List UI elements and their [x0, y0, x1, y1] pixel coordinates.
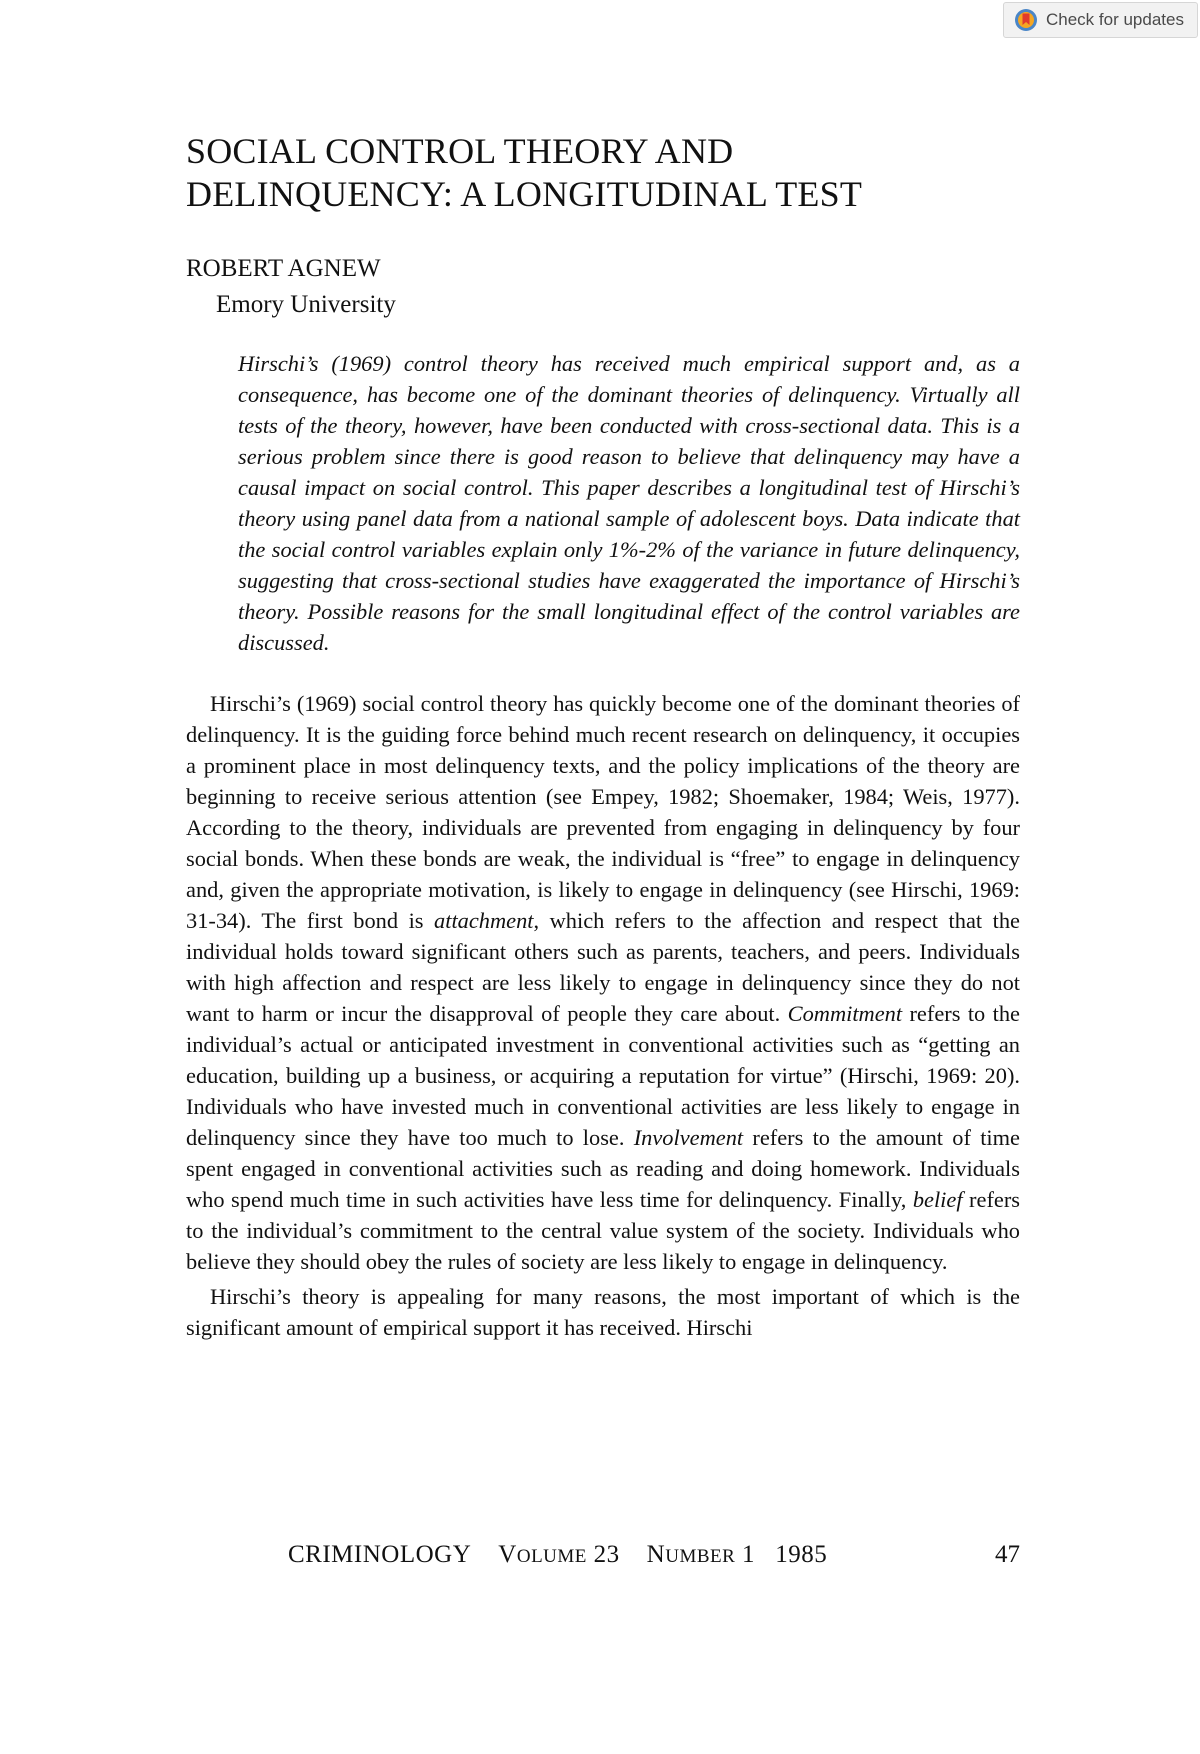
- term-involvement: Involvement: [633, 1125, 744, 1150]
- body-p1-text-a: Hirschi’s (1969) social control theory has quickly become one of the dominant theories of delinquency. It is the guiding force behind much recent research on delinquency, it occupies a prominent place in most delinquency texts, and the policy implications of the theory are beginning to receive serious attention (see Empey, 1982; Shoemaker, 1984; Weis, 1977). According to the theory, individuals are prevented from engaging in delinquency by four social bonds. When these bonds are weak, the individual is “free” to engage in delinquency and, given the appropriate motivation, is likely to engage in delinquency (see Hirschi, 1969: 31-34). The first bond is: [186, 691, 1020, 933]
- volume-label: VOLUME: [498, 1541, 587, 1568]
- term-commitment: Commitment: [787, 1001, 903, 1026]
- crossmark-icon: [1014, 8, 1038, 32]
- body-paragraph-2: Hirschi’s theory is appealing for many reasons, the most important of which is the significant amount of empirical support it has received. Hirschi: [186, 1284, 1020, 1340]
- article-title: [186, 130, 1020, 216]
- body-paragraph-1: [186, 688, 1020, 1277]
- volume-number: 23: [593, 1541, 620, 1568]
- term-attachment: attachment: [434, 908, 534, 933]
- article-title-line-2: DELINQUENCY: A LONGITUDINAL TEST: [186, 174, 863, 214]
- article: [186, 130, 1020, 1347]
- issue-number: 1: [742, 1541, 756, 1568]
- page-number: 47: [995, 1541, 1020, 1568]
- check-for-updates-label: Check for updates: [1046, 10, 1184, 29]
- author-affiliation: Emory University: [216, 291, 396, 318]
- abstract: Hirschi’s (1969) control theory has received much empirical support and, as a consequence, has become one of the dominant theories of delinquency. Virtually all tests of the theory, however, have been conducted with cross-sectional data. This is a serious problem since there is good reason to believe that delinquency may have a causal impact on social control. This paper describes a longitudinal test of Hirschi’s theory using panel data from a national sample of adolescent boys. Data indicate that the social control variables explain only 1%-2% of the variance in future delinquency, suggesting that cross-sectional studies have exaggerated the importance of Hirschi’s theory. Possible reasons for the small longitudinal effect of the control variables are discussed.: [238, 351, 1020, 655]
- journal-name: CRIMINOLOGY: [288, 1541, 472, 1568]
- body-p1-text-b: , which refers to the affection and respect that the individual holds toward significant others such as parents, teachers, and peers. Individuals with high affection and respect are less likely to engage in delinquency since they do not want to harm or incur the disapproval of people they care about.: [186, 908, 1020, 1026]
- body-p1-text-e: refers to the individual’s commitment to the central value system of the society. Individuals who believe they should obey the rules of society are less likely to engage in delinquency.: [186, 1187, 1021, 1274]
- check-for-updates-button[interactable]: [1003, 2, 1198, 38]
- body-p1-text-d: refers to the amount of time spent engaged in conventional activities such as reading and doing homework. Individuals who spend much time in such activities have less time for delinquency. Finally,: [186, 1125, 1020, 1212]
- body-text: [186, 688, 1020, 1343]
- article-title-line-1: SOCIAL CONTROL THEORY AND: [186, 131, 734, 171]
- running-footer: [288, 1538, 827, 1574]
- number-label: NUMBER: [646, 1541, 736, 1568]
- term-belief: belief: [912, 1187, 963, 1212]
- author-name: ROBERT AGNEW: [186, 255, 381, 282]
- page-footer: [186, 1538, 1020, 1572]
- publication-year: 1985: [775, 1541, 828, 1568]
- body-p1-text-c: refers to the individual’s actual or anticipated investment in conventional activities such as “getting an education, building up a business, or acquiring a reputation for virtue” (Hirschi, 1969: 20). Individuals who have invested much in conventional activities are less likely to engage in delinquency since they have too much to lose.: [186, 1001, 1020, 1150]
